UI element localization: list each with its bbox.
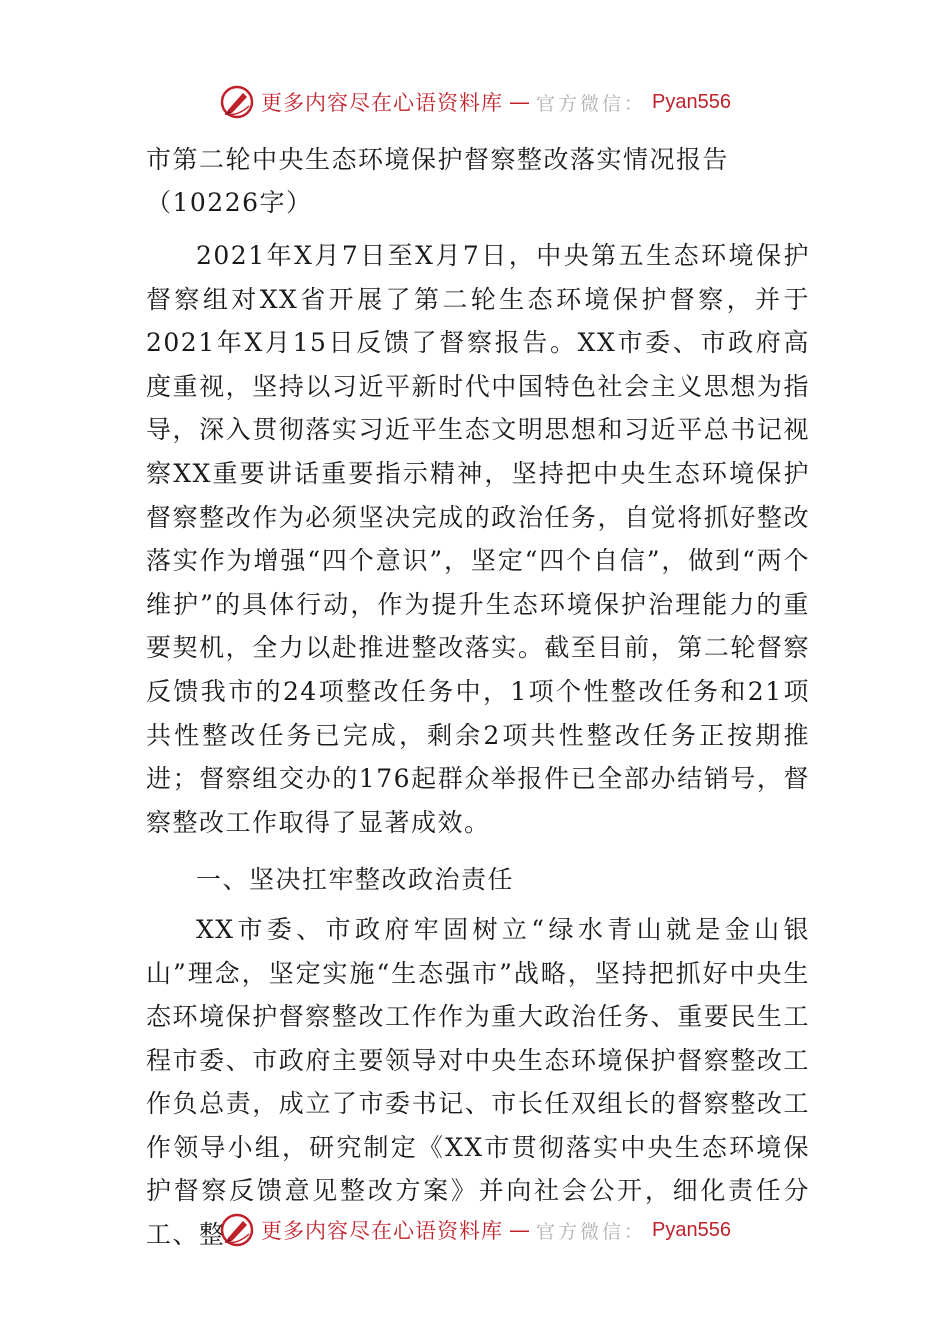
watermark-label: 官方微信： — [536, 92, 647, 115]
watermark-banner-top — [0, 82, 950, 122]
watermark-label: 官方微信： — [536, 1220, 647, 1243]
pen-logo-icon — [219, 1212, 255, 1248]
watermark-brand: 更多内容尽在心语资料库 — [261, 1219, 503, 1243]
paragraph-intro: 2021年X月7日至X月7日，中央第五生态环境保护督察组对XX省开展了第二轮生态环境保护督察，并于2021年X月15日反馈了督察报告。XX市委、市政府高度重视，坚持以习近平新时代中国特色社会主义思想为指导，深入贯彻落实习近平生态文明思想和习近平总书记视察XX重要讲话重要指示精神，坚持把中央生态环境保护督察整改作为必须坚决完成的政治任务，自觉将抓好整改落实作为增强“四个意识”，坚定“四个自信”，做到“两个维护”的具体行动，作为提升生态环境保护治理能力的重要契机，全力以赴推进整改落实。截至目前，第二轮督察反馈我市的24项整改任务中，1项个性整改任务和21项共性整改任务已完成，剩余2项共性整改任务正按期推进；督察组交办的176起群众举报件已全部办结销号，督察整改工作取得了显著成效。 — [146, 241, 810, 837]
pen-logo-icon — [219, 84, 255, 120]
watermark-separator: — — [509, 1218, 530, 1242]
watermark-brand: 更多内容尽在心语资料库 — [261, 91, 503, 115]
watermark-account: Pyan556 — [652, 90, 731, 113]
watermark-account: Pyan556 — [652, 1218, 731, 1241]
document-body — [146, 138, 810, 1257]
paragraph-section-1: XX市委、市政府牢固树立“绿水青山就是金山银山”理念，坚定实施“生态强市”战略，坚持把抓好中央生态环境保护督察整改工作作为重大政治任务、重要民生工程市委、市政府主要领导对中央生态环境保护督察整改工作负总责，成立了市委书记、市长任双组长的督察整改工作领导小组，研究制定《XX市贯彻落实中央生态环境保护督察反馈意见整改方案》并向社会公开，细化责任分工、整 — [146, 914, 810, 1250]
document-title: 市第二轮中央生态环境保护督察整改落实情况报告（10226字） — [146, 145, 730, 217]
watermark-banner-bottom — [0, 1210, 950, 1250]
watermark-separator: — — [509, 90, 530, 114]
section-heading-1: 一、坚决扛牢整改政治责任 — [196, 865, 515, 895]
